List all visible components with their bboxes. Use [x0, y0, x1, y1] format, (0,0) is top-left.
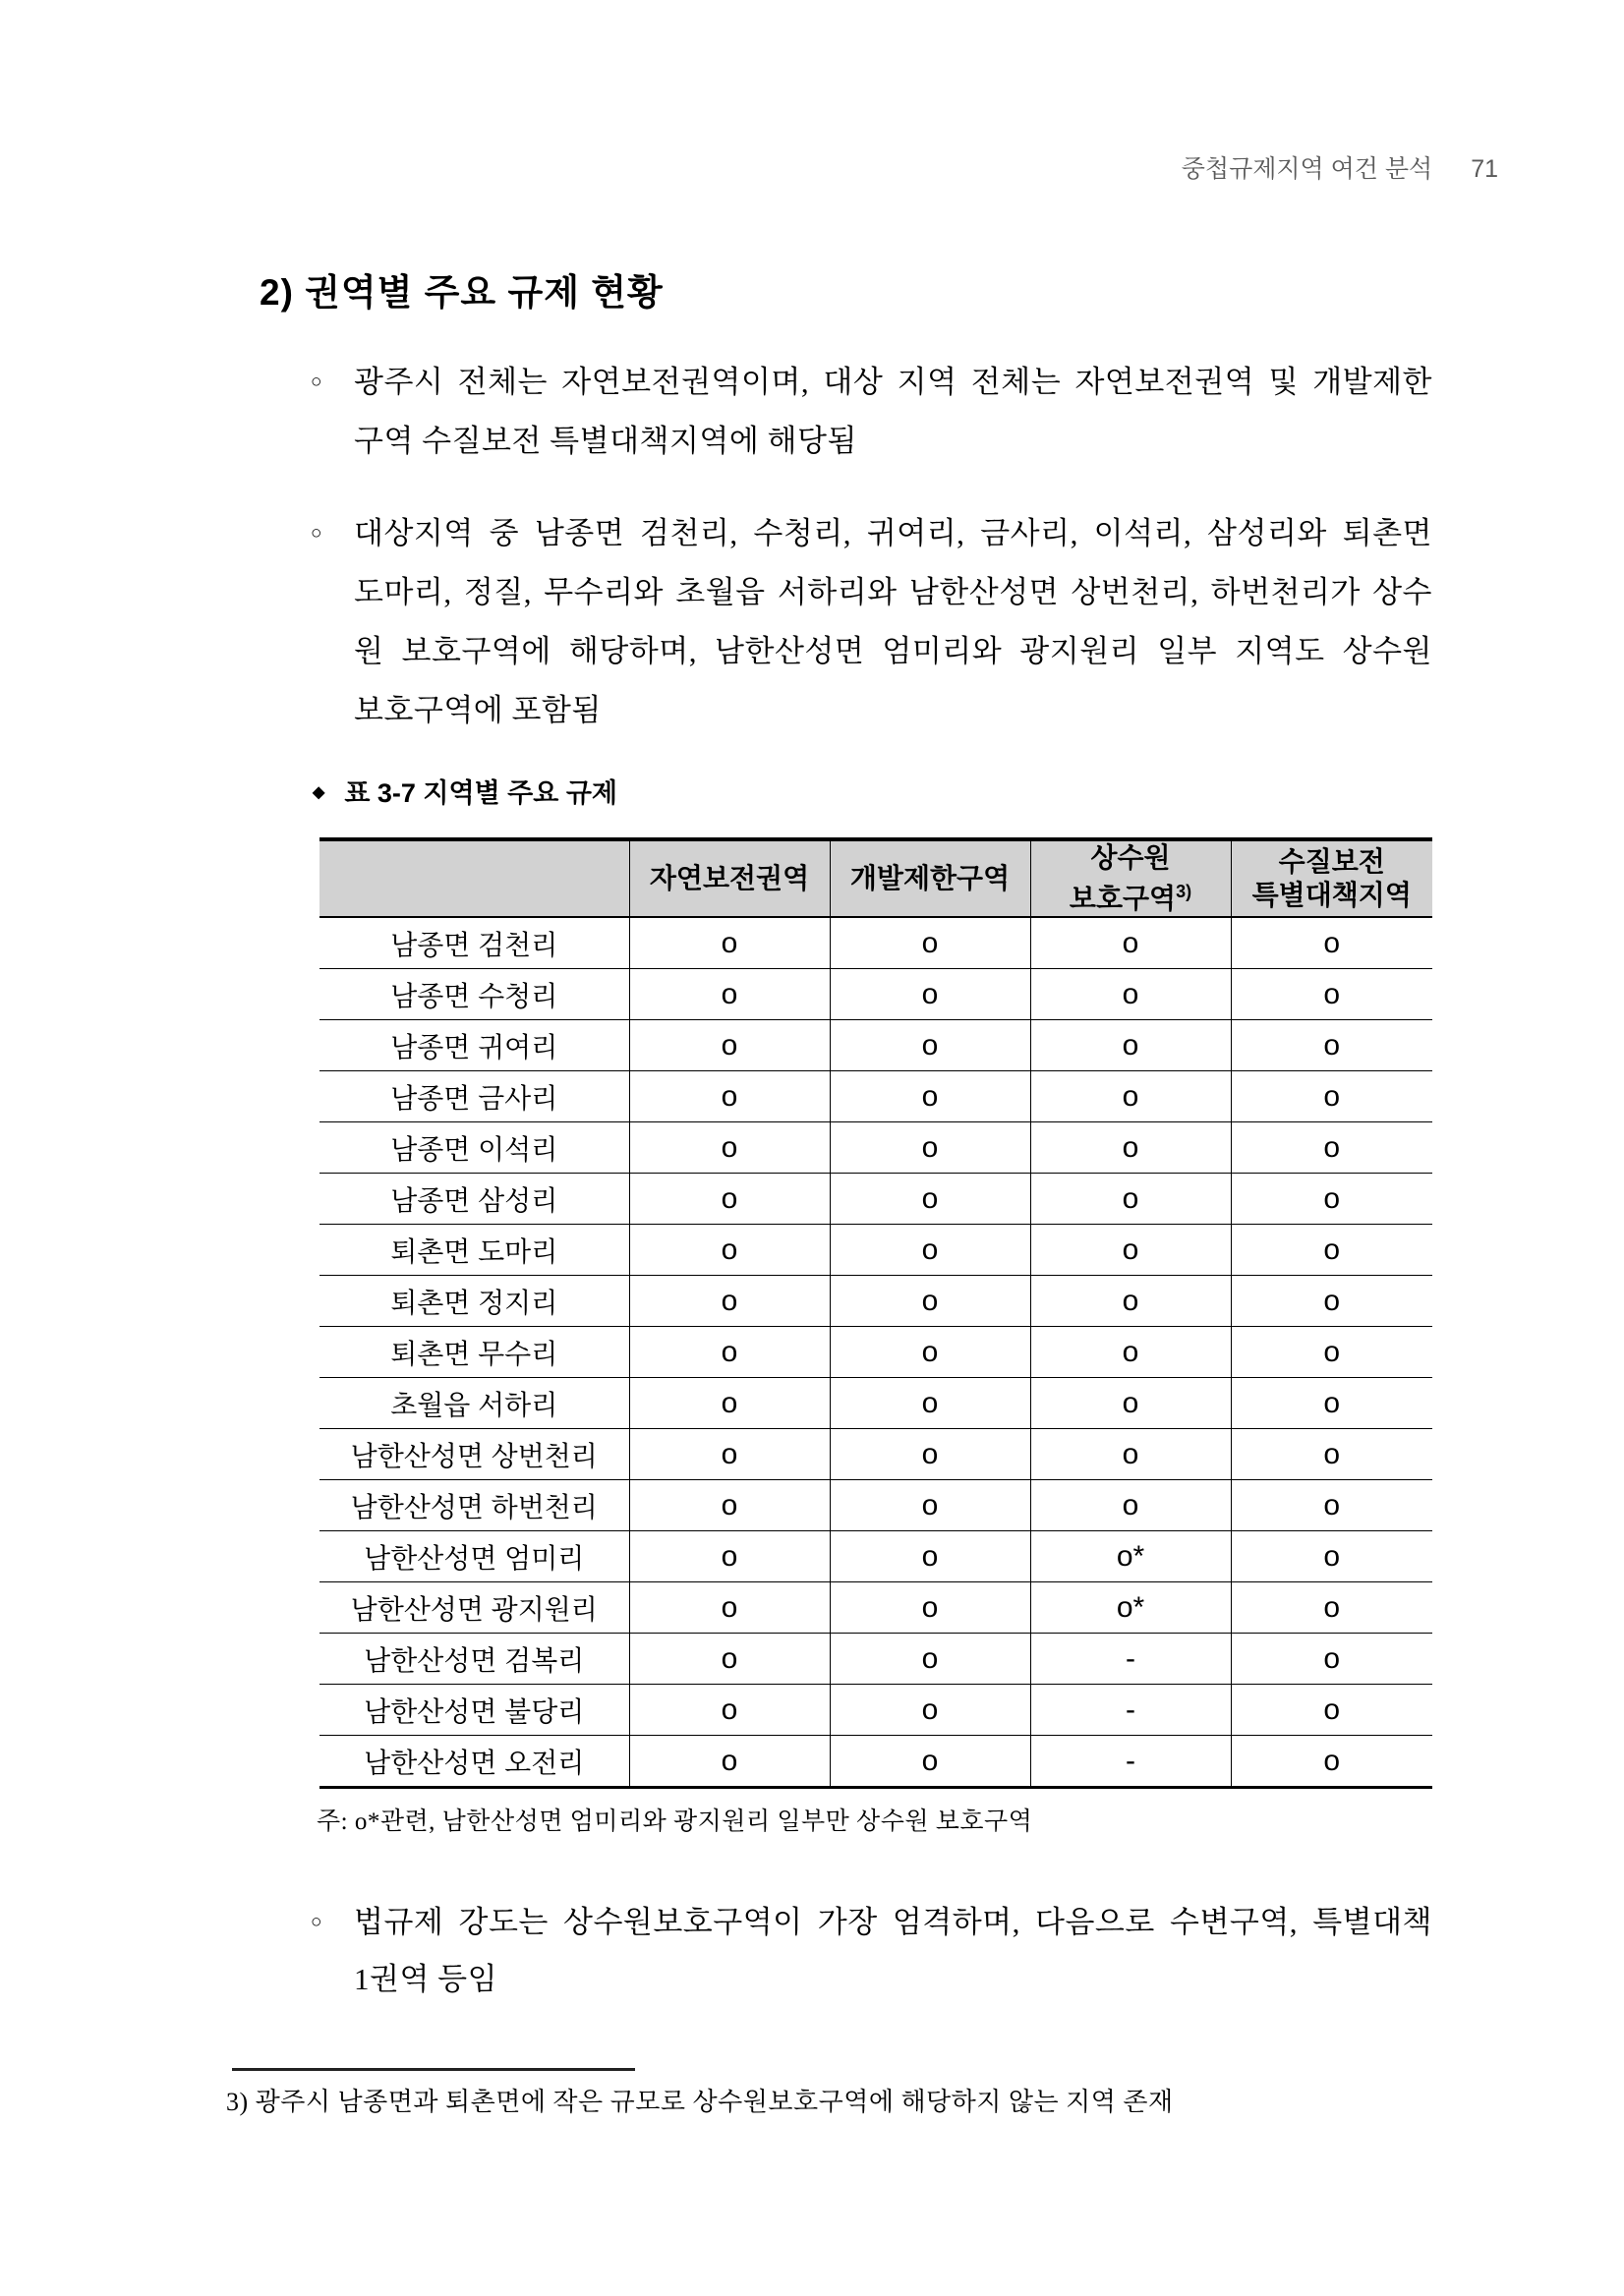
value-cell: o: [1030, 1276, 1231, 1327]
value-cell: o: [629, 1174, 830, 1225]
value-cell: o: [1030, 917, 1231, 969]
table-note: 주: o*관련, 남한산성면 엄미리와 광지원리 일부만 상수원 보호구역: [317, 1808, 1033, 1835]
table-body: [319, 917, 1432, 1788]
corner-header-cell: [319, 839, 629, 917]
value-cell: o: [629, 1685, 830, 1736]
value-cell: o: [830, 1582, 1030, 1634]
column-header-line: 자연보전권역: [649, 863, 810, 893]
value-cell: o: [1231, 1122, 1432, 1174]
region-cell: 남종면 이석리: [319, 1122, 629, 1174]
page-number: 71: [1471, 155, 1498, 183]
table-row: [319, 1276, 1432, 1327]
column-header-line: 특별대책지역: [1251, 880, 1412, 910]
table-row: [319, 1634, 1432, 1685]
value-cell: o: [830, 1685, 1030, 1736]
value-cell: o: [629, 1429, 830, 1480]
region-cell: 남종면 삼성리: [319, 1174, 629, 1225]
column-header-line: 수질보전: [1278, 846, 1385, 877]
value-cell: o: [629, 1122, 830, 1174]
column-header-cell: [1231, 839, 1432, 917]
value-cell: o: [1231, 1582, 1432, 1634]
table-caption-text: 표 3-7 지역별 주요 규제: [344, 778, 617, 808]
region-cell: 남종면 금사리: [319, 1071, 629, 1122]
value-cell: o: [1030, 969, 1231, 1020]
footnote-text: 3) 광주시 남종면과 퇴촌면에 작은 규모로 상수원보호구역에 해당하지 않는 지역 존재: [226, 2088, 1174, 2116]
value-cell: o: [830, 1634, 1030, 1685]
region-cell: 퇴촌면 정지리: [319, 1276, 629, 1327]
value-cell: o: [1231, 1685, 1432, 1736]
value-cell: o: [629, 1071, 830, 1122]
value-cell: o: [1030, 1122, 1231, 1174]
value-cell: o: [830, 1531, 1030, 1582]
value-cell: o: [1231, 1634, 1432, 1685]
region-cell: 남한산성면 오전리: [319, 1736, 629, 1788]
value-cell: -: [1030, 1634, 1231, 1685]
value-cell: o: [629, 1531, 830, 1582]
column-header-line: 보호구역$^{3)}$: [1069, 882, 1192, 914]
paragraph-line: 1권역 등임: [354, 1962, 498, 1996]
value-cell: o: [1030, 1327, 1231, 1378]
value-cell: o: [830, 1225, 1030, 1276]
value-cell: o: [629, 1378, 830, 1429]
bullet-text: [354, 504, 1432, 740]
table-row: [319, 1736, 1432, 1788]
value-cell: o: [830, 917, 1030, 969]
region-cell: 남종면 검천리: [319, 917, 629, 969]
bullet-paragraph: [311, 1894, 1432, 2008]
table-header: [319, 839, 1432, 917]
value-cell: -: [1030, 1685, 1231, 1736]
column-header-cell: [629, 839, 830, 917]
table-row: [319, 1480, 1432, 1531]
table-row: [319, 969, 1432, 1020]
value-cell: o: [830, 1327, 1030, 1378]
regulation-table: [319, 837, 1432, 1789]
paragraph-line: 원 보호구역에 해당하며, 남한산성면 엄미리와 광지원리 일부 지역도 상수원: [354, 634, 1432, 668]
paragraph-line: 보호구역에 포함됨: [354, 693, 602, 727]
value-cell: o: [629, 1480, 830, 1531]
region-cell: 남종면 귀여리: [319, 1020, 629, 1071]
table-caption: [313, 776, 617, 810]
value-cell: o: [830, 1480, 1030, 1531]
value-cell: o: [1231, 1378, 1432, 1429]
footnote-divider: [232, 2068, 635, 2071]
bullet-marker-icon: ○: [311, 1912, 322, 1932]
value-cell: o: [1030, 1225, 1231, 1276]
bullet-marker-icon: ○: [311, 523, 322, 544]
paragraph-line: 구역 수질보전 특별대책지역에 해당됨: [354, 424, 857, 458]
table-row: [319, 917, 1432, 969]
table-row: [319, 1378, 1432, 1429]
region-cell: 퇴촌면 도마리: [319, 1225, 629, 1276]
value-cell: o: [1231, 1327, 1432, 1378]
section-heading: 2) 권역별 주요 규제 현황: [260, 272, 664, 313]
region-cell: 남한산성면 불당리: [319, 1685, 629, 1736]
bullet-text: [354, 353, 1432, 471]
value-cell: o: [830, 1429, 1030, 1480]
table-row: [319, 1122, 1432, 1174]
bullet-paragraph: [311, 504, 1432, 740]
value-cell: o: [1231, 917, 1432, 969]
value-cell: o: [1030, 1429, 1231, 1480]
value-cell: o: [629, 1276, 830, 1327]
region-cell: 초월읍 서하리: [319, 1378, 629, 1429]
value-cell: o: [1030, 1378, 1231, 1429]
paragraph-line: 광주시 전체는 자연보전권역이며, 대상 지역 전체는 자연보전권역 및 개발제한: [354, 365, 1432, 399]
region-cell: 남종면 수청리: [319, 969, 629, 1020]
value-cell: o: [1231, 1071, 1432, 1122]
value-cell: o: [830, 1736, 1030, 1788]
value-cell: o: [1030, 1480, 1231, 1531]
column-header-cell: [830, 839, 1030, 917]
value-cell: o*: [1030, 1582, 1231, 1634]
table-row: [319, 1225, 1432, 1276]
region-cell: 남한산성면 상번천리: [319, 1429, 629, 1480]
value-cell: o: [1231, 1225, 1432, 1276]
column-header-cell: [1030, 839, 1231, 917]
value-cell: o: [1030, 1174, 1231, 1225]
value-cell: o: [1030, 1071, 1231, 1122]
running-title: 중첩규제지역 여건 분석: [1181, 155, 1433, 183]
value-cell: o: [629, 1634, 830, 1685]
value-cell: o: [1231, 1276, 1432, 1327]
footnote-reference: 3): [1176, 882, 1192, 902]
running-header: [0, 155, 1498, 183]
value-cell: o: [1231, 1531, 1432, 1582]
bullet-text: [354, 1894, 1432, 2008]
region-cell: 남한산성면 엄미리: [319, 1531, 629, 1582]
value-cell: o: [830, 1174, 1030, 1225]
region-cell: 남한산성면 검복리: [319, 1634, 629, 1685]
column-header-line: 상수원: [1090, 842, 1171, 874]
value-cell: o: [1231, 1174, 1432, 1225]
region-cell: 남한산성면 광지원리: [319, 1582, 629, 1634]
bullet-paragraph: [311, 353, 1432, 471]
value-cell: o: [1231, 1736, 1432, 1788]
value-cell: o: [830, 1020, 1030, 1071]
value-cell: o: [1231, 1020, 1432, 1071]
table-header-row: [319, 839, 1432, 917]
region-cell: 남한산성면 하번천리: [319, 1480, 629, 1531]
value-cell: o: [629, 1327, 830, 1378]
value-cell: o: [629, 969, 830, 1020]
value-cell: o: [629, 1582, 830, 1634]
paragraph-line: 법규제 강도는 상수원보호구역이 가장 엄격하며, 다음으로 수변구역, 특별대책: [354, 1905, 1432, 1939]
value-cell: o: [830, 1071, 1030, 1122]
value-cell: o: [830, 1276, 1030, 1327]
table-row: [319, 1020, 1432, 1071]
value-cell: o: [1231, 1480, 1432, 1531]
table-row: [319, 1582, 1432, 1634]
table-row: [319, 1531, 1432, 1582]
value-cell: o: [1030, 1020, 1231, 1071]
value-cell: o: [830, 1378, 1030, 1429]
diamond-bullet-icon: ◆: [313, 784, 325, 801]
paragraph-line: 대상지역 중 남종면 검천리, 수청리, 귀여리, 금사리, 이석리, 삼성리와 퇴촌면: [354, 516, 1432, 550]
table-row: [319, 1685, 1432, 1736]
table-row: [319, 1174, 1432, 1225]
table-row: [319, 1327, 1432, 1378]
value-cell: o: [1231, 1429, 1432, 1480]
column-header-line: 개발제한구역: [849, 863, 1011, 893]
value-cell: o: [830, 969, 1030, 1020]
bullet-marker-icon: ○: [311, 372, 322, 392]
table-row: [319, 1071, 1432, 1122]
value-cell: -: [1030, 1736, 1231, 1788]
value-cell: o: [1231, 969, 1432, 1020]
value-cell: o: [629, 1020, 830, 1071]
value-cell: o: [629, 917, 830, 969]
value-cell: o: [830, 1122, 1030, 1174]
paragraph-line: 도마리, 정질, 무수리와 초월읍 서하리와 남한산성면 상번천리, 하번천리가 상수: [354, 575, 1432, 609]
value-cell: o: [629, 1225, 830, 1276]
value-cell: o*: [1030, 1531, 1231, 1582]
table-row: [319, 1429, 1432, 1480]
value-cell: o: [629, 1736, 830, 1788]
region-cell: 퇴촌면 무수리: [319, 1327, 629, 1378]
